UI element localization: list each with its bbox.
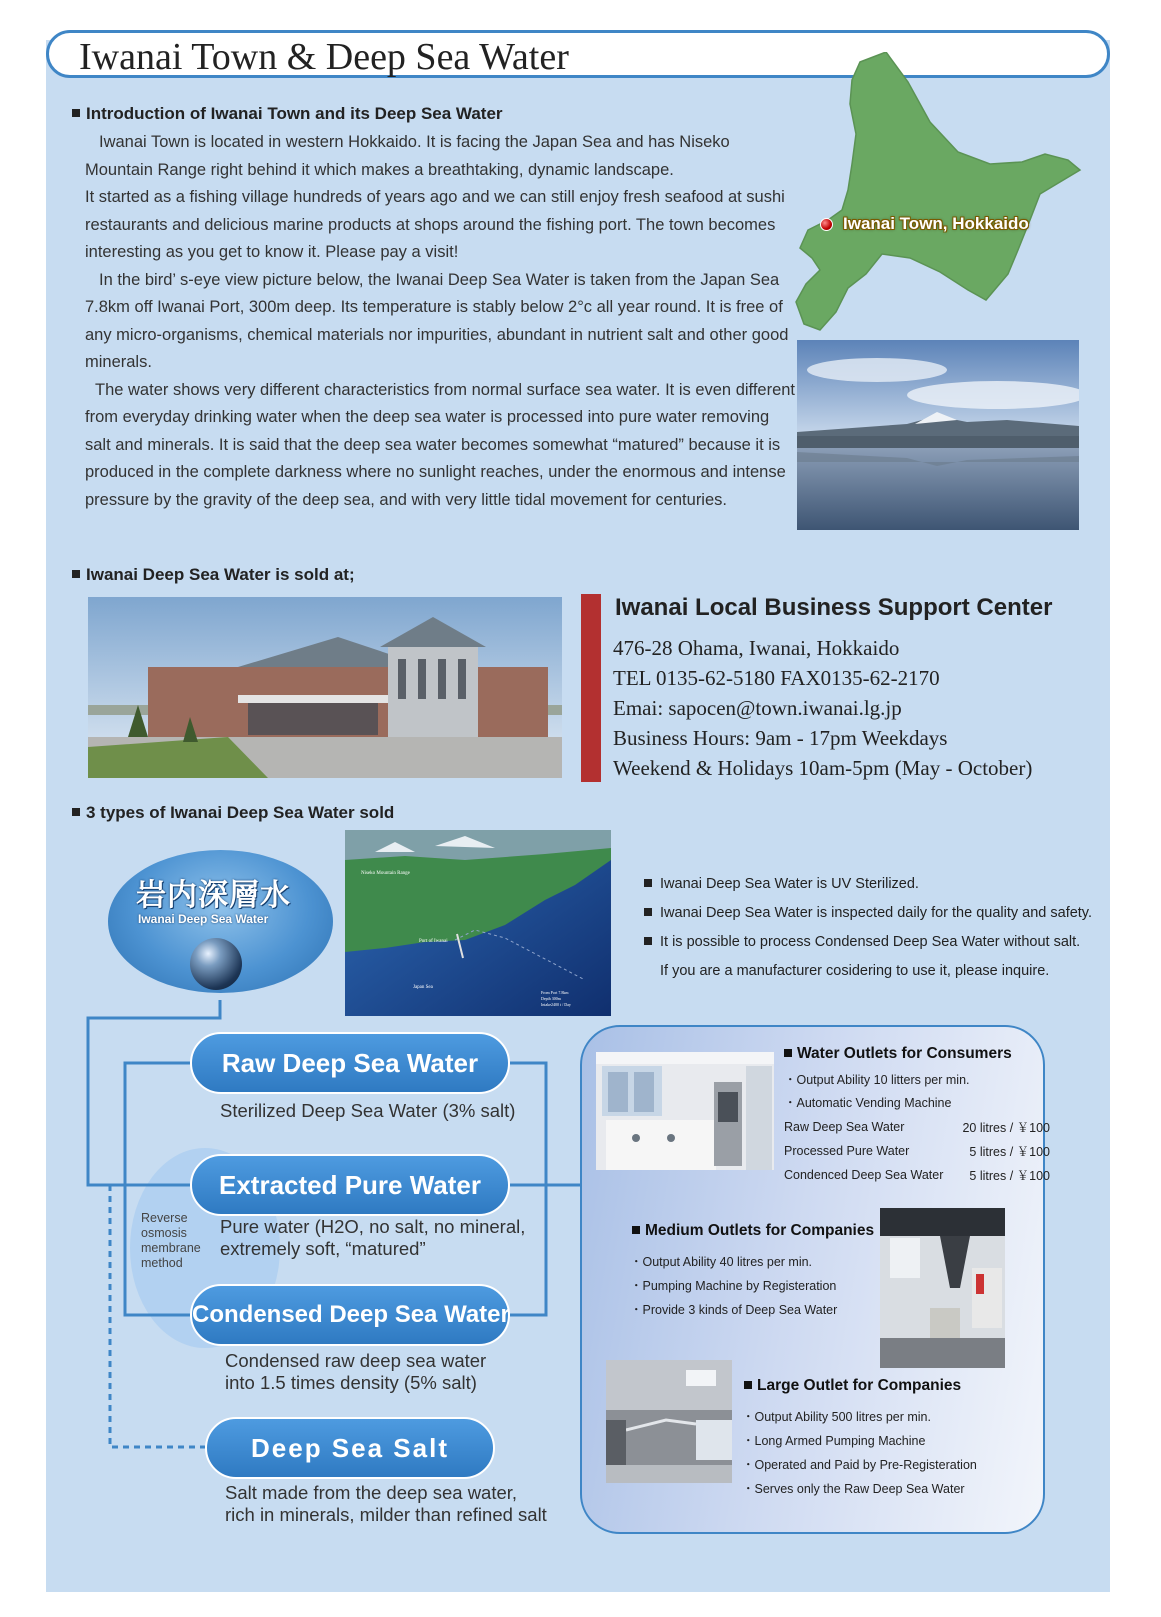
medium-outlet-photo xyxy=(880,1208,1005,1368)
bullet-square-icon xyxy=(784,1049,792,1057)
raw-deep-sea-water-pill: Raw Deep Sea Water xyxy=(190,1032,510,1094)
intro-paragraph: Iwanai Town is located in western Hokkaido. It is facing the Japan Sea and has Niseko Mountain Range right behind it which makes a breathtaking, dynamic landscape. xyxy=(85,133,730,179)
pure-water-desc-line2: extremely soft, “matured” xyxy=(220,1238,426,1259)
center-address: 476-28 Ohama, Iwanai, Hokkaido xyxy=(613,636,900,660)
raw-water-desc: Sterilized Deep Sea Water (3% salt) xyxy=(220,1100,516,1121)
fact-item xyxy=(644,870,1092,899)
intro-paragraph: It started as a fishing village hundreds of years ago and we can still enjoy fresh seafood at sushi restaurants and delicious marine products at shops around the fishing port. The town becomes interesting as you get to know it. Please pay a visit! xyxy=(85,188,785,261)
sold-at-heading-text: Iwanai Deep Sea Water is sold at; xyxy=(86,565,355,584)
bullet-square-icon xyxy=(632,1226,640,1234)
bullet-square-icon xyxy=(72,109,80,117)
sold-at-heading xyxy=(72,565,355,585)
medium-outlet-items xyxy=(630,1250,837,1322)
intro-heading xyxy=(72,104,503,124)
ro-line: membrane xyxy=(141,1241,201,1255)
fact-text: Iwanai Deep Sea Water is UV Sterilized. xyxy=(660,876,919,892)
deep-sea-salt-pill: Deep Sea Salt xyxy=(205,1417,495,1479)
intro-text xyxy=(85,129,797,514)
condensed-desc-line1: Condensed raw deep sea water xyxy=(225,1350,487,1371)
aerial-label-port: Port of Iwanai xyxy=(419,939,448,944)
salt-desc-line1: Salt made from the deep sea water, xyxy=(225,1482,518,1503)
consumer-heading-text: Water Outlets for Consumers xyxy=(797,1045,1012,1062)
center-weekend-hours: Weekend & Holidays 10am-5pm (May - October) xyxy=(613,756,1033,780)
consumer-outlet-heading xyxy=(784,1045,1012,1063)
fact-text: Iwanai Deep Sea Water is inspected daily for the quality and safety. xyxy=(660,905,1093,921)
support-center-photo xyxy=(88,597,562,778)
aerial-label-sea: Japan Sea xyxy=(413,985,433,990)
intro-heading-text: Introduction of Iwanai Town and its Deep Sea Water xyxy=(86,104,503,123)
extracted-pure-water-pill: Extracted Pure Water xyxy=(190,1154,510,1216)
aerial-view-photo xyxy=(345,830,611,1016)
fact-text: If you are a manufacturer cosidering to use it, please inquire. xyxy=(660,963,1050,979)
consumer-outlet-photo xyxy=(596,1052,774,1170)
price-row xyxy=(784,1163,1050,1187)
medium-heading-text: Medium Outlets for Companies xyxy=(645,1222,875,1239)
center-tel-fax: TEL 0135-62-5180 FAX0135-62-2170 xyxy=(613,666,940,690)
bullet-square-icon xyxy=(644,937,652,945)
price-row xyxy=(784,1115,1050,1139)
large-outlet-items xyxy=(742,1405,977,1501)
logo-japanese-text: 岩内深層水 xyxy=(136,879,291,912)
large-outlet-photo xyxy=(606,1360,732,1483)
price-item: Raw Deep Sea Water xyxy=(784,1120,905,1134)
types-heading xyxy=(72,803,394,823)
ro-line: Reverse xyxy=(141,1211,188,1225)
bullet-square-icon xyxy=(644,879,652,887)
large-heading-text: Large Outlet for Companies xyxy=(757,1377,962,1394)
fact-item xyxy=(644,899,1092,928)
logo-english-text: Iwanai Deep Sea Water xyxy=(138,912,269,926)
bullet-square-icon xyxy=(72,808,80,816)
bullet-square-icon xyxy=(644,908,652,916)
water-drop-icon xyxy=(190,938,242,990)
aerial-note-intake: Intake2400 t / Day xyxy=(541,1002,571,1007)
consumer-price-table xyxy=(784,1115,1050,1187)
consumer-outlet-items xyxy=(784,1069,970,1115)
bullet-square-icon xyxy=(744,1381,752,1389)
pure-water-desc-line1: Pure water (H2O, no salt, no mineral, xyxy=(220,1216,526,1237)
price-item: Condenced Deep Sea Water xyxy=(784,1168,944,1182)
center-email[interactable]: Emai: sapocen@town.iwanai.lg.jp xyxy=(613,696,902,720)
price-row xyxy=(784,1139,1050,1163)
salt-desc-line2: rich in minerals, milder than refined salt xyxy=(225,1504,547,1525)
large-item: ・Output Ability 500 litres per min. xyxy=(742,1410,931,1424)
large-item: ・Operated and Paid by Pre-Registeration xyxy=(742,1458,977,1472)
medium-outlet-heading xyxy=(632,1222,874,1240)
page-title: Iwanai Town & Deep Sea Water xyxy=(79,36,569,78)
price-item: Processed Pure Water xyxy=(784,1144,910,1158)
medium-item: ・Output Ability 40 litres per min. xyxy=(630,1255,813,1269)
accent-bar xyxy=(581,594,601,782)
consumer-item: ・Output Ability 10 litters per min. xyxy=(784,1073,970,1087)
center-hours: Business Hours: 9am - 17pm Weekdays xyxy=(613,726,948,750)
aerial-note-distance: From Port 7.8km xyxy=(541,990,569,995)
facts-list xyxy=(644,870,1092,986)
consumer-item: ・Automatic Vending Machine xyxy=(784,1096,952,1110)
bullet-square-icon xyxy=(72,570,80,578)
town-photo xyxy=(797,340,1079,530)
fact-item xyxy=(644,928,1092,957)
medium-item: ・Provide 3 kinds of Deep Sea Water xyxy=(630,1303,838,1317)
map-label: Iwanai Town, Hokkaido xyxy=(843,214,1029,233)
large-outlet-heading xyxy=(744,1377,961,1395)
intro-paragraph: In the bird’ s-eye view picture below, the Iwanai Deep Sea Water is taken from the Japan Sea 7.8km off Iwanai Port, 300m deep. Its temperature is stably below 2°c all year round. It is free of any micro-organisms, chemical materials nor impurities, abundant in nutrient salt and other good minerals. xyxy=(85,270,789,371)
ro-line: osmosis xyxy=(141,1226,187,1240)
medium-item: ・Pumping Machine by Registeration xyxy=(630,1279,837,1293)
center-name: Iwanai Local Business Support Center xyxy=(615,594,1053,621)
price-value: 20 litres / ￥100 xyxy=(962,1121,1050,1135)
condensed-desc-line2: into 1.5 times density (5% salt) xyxy=(225,1372,477,1393)
price-value: 5 litres / ￥100 xyxy=(969,1169,1050,1183)
aerial-note-depth: Depth 300m xyxy=(541,996,561,1001)
types-heading-text: 3 types of Iwanai Deep Sea Water sold xyxy=(86,803,395,822)
large-item: ・Long Armed Pumping Machine xyxy=(742,1434,926,1448)
ro-method-label xyxy=(141,1211,201,1271)
hokkaido-map xyxy=(790,52,1100,337)
ro-line: method xyxy=(141,1256,183,1270)
iwanai-location-marker xyxy=(820,218,833,231)
center-contact-info xyxy=(613,633,1032,783)
fact-item xyxy=(644,957,1092,986)
aerial-label-range: Niseko Mountain Range xyxy=(361,871,410,876)
intro-paragraph: The water shows very different characteristics from normal surface sea water. It is even different from everyday drinking water when the deep sea water is processed into pure water removing salt and minerals. It is said that the deep sea water becomes somewhat “matured” because it is produced in the complete darkness where no sunlight reaches, under the enormous and intense pressure by the gravity of the deep sea, and with very little tidal movement for centuries. xyxy=(85,380,796,509)
large-item: ・Serves only the Raw Deep Sea Water xyxy=(742,1482,965,1496)
fact-text: It is possible to process Condensed Deep Sea Water without salt. xyxy=(660,934,1081,950)
price-value: 5 litres / ￥100 xyxy=(969,1145,1050,1159)
condensed-deep-sea-water-pill: Condensed Deep Sea Water xyxy=(190,1284,510,1346)
